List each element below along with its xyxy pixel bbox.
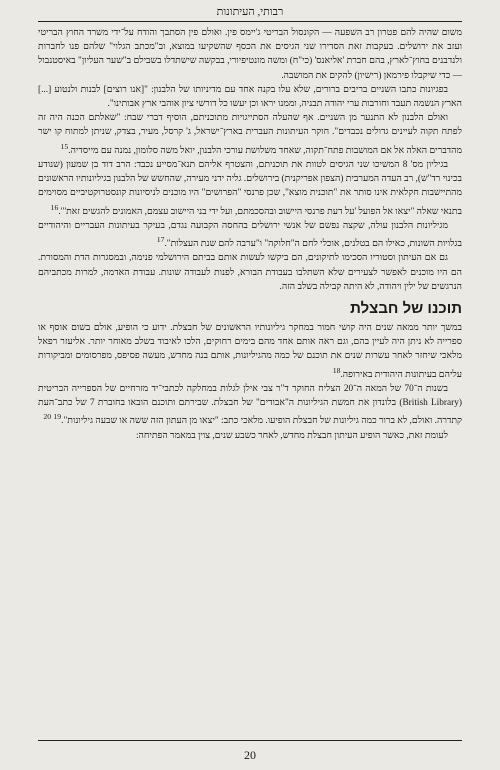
section-heading: תוכנו של חבצלת — [350, 299, 462, 317]
paragraph — [38, 158, 462, 219]
paragraph-text: משום שהיה להם פטרון רב השפעה — הקונסול הבריטי ג'יימס פין. ואולם פין הסתבך והודח על־ידי משרד החוץ הבריטי ועזב את ירושלים. בעקבות זאת הסדירו שני הגיסים את הכסף שהשקיעו במוצא, וב"מכתב הגלוי" שלהם פנו לחברות ולנדבנים בחוץ־לארץ, בהם חברת 'אליאנס' (כי"ח) ומשה מונטיפיורי, בבקשה שישתדלו בשבילם ב"שער העליון" באיסטנבול — כדי שיקבלו פירמאן (רישיון) להקים את המושבה. — [38, 28, 462, 81]
paragraph — [38, 83, 462, 111]
paragraph — [38, 251, 462, 294]
paragraph — [38, 382, 462, 429]
paragraph-text: מגיליונות הלבנון עולה, שקצה נפשם של אנשי ירושלים בהחסה הקבועה נגדם, בעיקר בעיתונות העבריים והיהודיים בגלויות השונות, כאילו הם בטלנים, אוכלי לחם ה"חלוקה" ו"ערבה להם שנת העצלות". — [38, 220, 462, 250]
paragraph-text: לעומת זאת, כאשר הופיע העיתון חבצלת מחדש, לאחר כשבע שנים, צוין במאמר הפתיחה: — [135, 430, 448, 441]
header-rule — [38, 21, 462, 22]
paragraph — [38, 219, 462, 252]
page-number: 20 — [244, 748, 256, 762]
running-head: רבותי, העיתונות — [216, 6, 284, 18]
footnote-ref: 20 — [43, 412, 52, 422]
paragraph — [38, 26, 462, 83]
paragraph-text: בגיליון מס' 8 המשיכו שני הגיסים לטוות את תוכניתם, והצטרף אליהם תנא־מסייע נכבד: הרב דוד בן שמעון (שנודע בכינוי רד"ש), רב העדה המערבית (הצפון אפריקנית) בירושלים. גליה ידני מעירה, שהחשש של הלבנון בגיליונותיו הראשונים מהתיישבות חקלאית אינו סותר את "תוכנית מוצא", שכן פרנסי "הפרושים" היו מוכנים לניסיונות קונסטרוקטיביים מסוימים בתנאי שאלה "יצאו אל הפועל 'על דעת פרנסי היישוב ובהסכמתם, ועל ידי בני היישוב עצמם, האמונים להגשים זאת'". — [38, 159, 462, 217]
footer-rule — [38, 740, 462, 741]
paragraph-text: ואולם הלבנון לא התנער מן השניים. אף שהעלה הסתייגויות מתוכניתם, הוסיף דברי שבח: "שאלתם הכנה היה זה לפתח תקוה לעיינים גדולים נכבדים". חוקר העיתונות העברית בארץ־ישראל, ג' קרסל, מעיר, בצדק, שניתן למתוח קו ישר מהדברים האלה אל אם המושבות פתח־תקוה, שאחד משלושת עורכי הלבנון, יואל משה סלומון, נמנה עם מייסדיה. — [38, 113, 462, 156]
footnote-ref: 15 — [60, 141, 69, 151]
footnote-ref: 17 — [156, 235, 165, 245]
footnote-ref: 18 — [332, 365, 341, 375]
paragraph — [38, 321, 462, 382]
paragraph — [38, 429, 462, 443]
paragraph-text: בפגיונות כתבו השניים בריבים ברורים, שלא עלו בקנה אחד עם מדיניותו של הלבנון: "[אנו רוצים] לבנות ולנטוע [...] הארץ הנשמה תעבד וחורבות ערי יהודה תבניה, וממנו יראו וכן יעשו כל דורשי ציון אוהבי ארץ אבותינו". — [38, 84, 462, 110]
paragraph-text: גם אם העיתון וסטוריו הסכימו לתיקונים, הם ביקשו לעשות אותם בביתם הירושלמי פנימה, ובמסגרות הדת והמסורת. הם היו מוכנים לאפשר לצעירים שלא השתלבו בעבודת הבורא, לפנות לעבודה שונות. עבודת האדמה, למרות מכתביהם הנרגשים של ילין ויהודה, לא היתה קבילה בשלב הזה. — [38, 253, 462, 292]
paragraph-text: במשך יותר ממאה שנים היה קושי חמור במחקר גיליונותיו הראשונים של חבצלת. ידוע כי הופיע, אולם בשום אוסף או ספרייה לא ניתן היה לעיין בהם, וגם ראה אותם אחד מהם בימים רחוקים, הלכו לאיבוד בשלב מאוחר יותר. אליעזר רפאל מלאכי שיחזר לאחר עשרות שנים את תוכנם של כמה מהגיליונות, אותם בנה מחדש, מעשה פסיפס, מפרסומים ומביקורות עליהם בעיתונות היהודית באירופה. — [38, 322, 462, 380]
paragraph — [38, 111, 462, 158]
footnote-ref: 19 — [53, 412, 62, 422]
footnote-ref: 16 — [50, 202, 59, 212]
article-body — [38, 26, 462, 443]
paragraph-text: בשנות ה־70 של המאה ה־20 הצליח החוקר ד"ר צבי אילן לגלות במחלקה לכתבי־יד מזרחיים של הספרייה הבריטית (British Library) בלונדון את חמשת הגיליונות ה"אבודים" של חבצלת. שבירתם ותוכנם הובאו בחוברת 7 של כתב־העת קתדרה. ואולם, לא ברור כמה גיליונות של חבצלת הופיעו. מלאכי כתב: "יצאו מן העתון הזה ששה או שבעה גיליונות". — [38, 383, 462, 427]
